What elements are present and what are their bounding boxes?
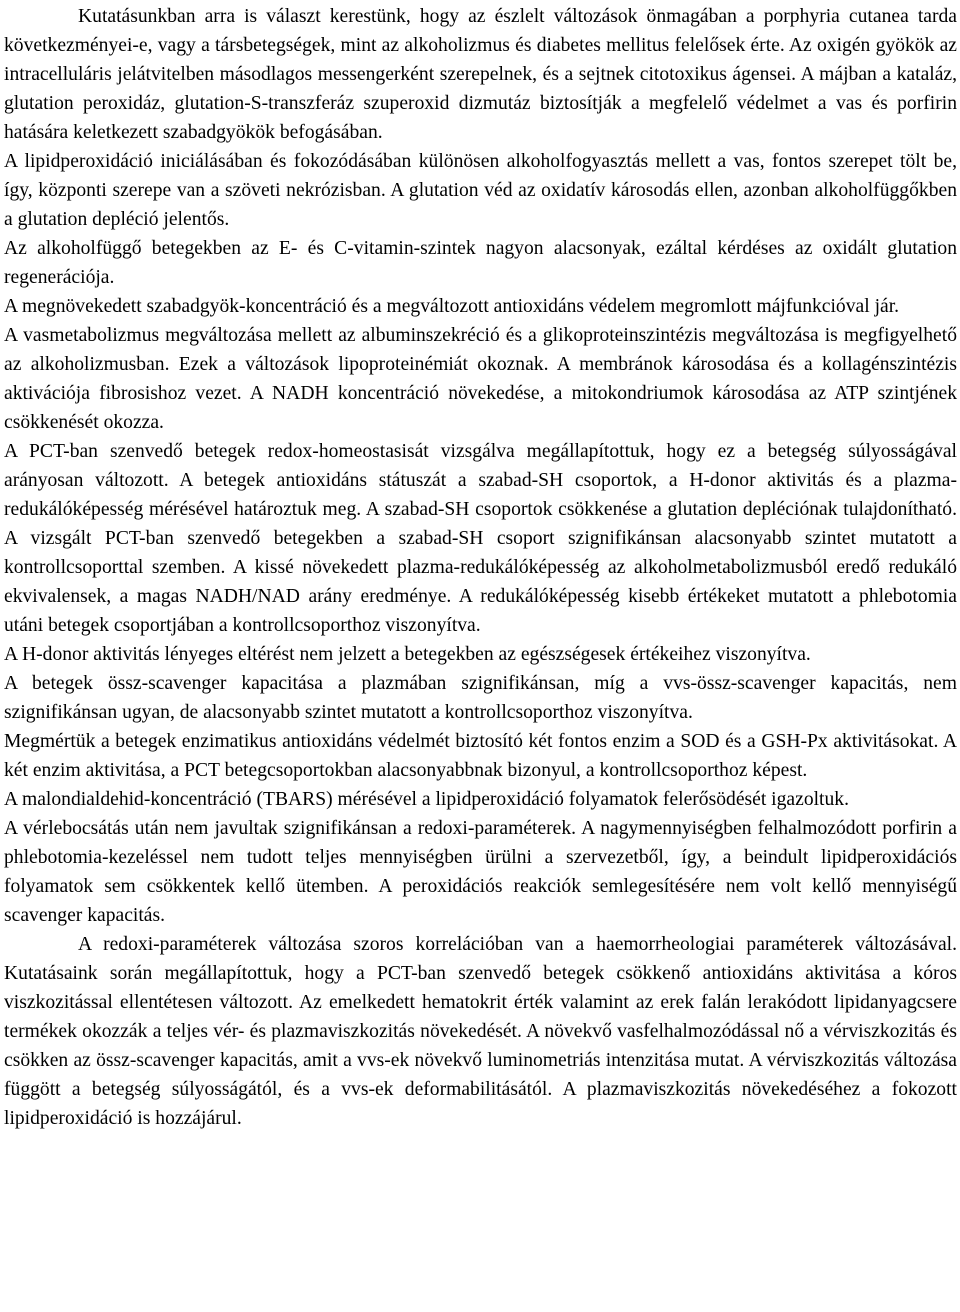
paragraph-intro: Kutatásunkban arra is választ kerestünk, hogy az észlelt változások önmagában a porphyria cutanea tarda következményei-e, vagy a társbetegségek, mint az alkoholizmus és diabetes mellitus felelősek érte. Az oxigén gyökök az intracelluláris jelátvitelben másodlagos messengerként szerepelnek, és a sejtnek citotoxikus ágensei. A májban a kataláz, glutation peroxidáz, glutation-S-transzferáz szuperoxid dizmutáz biztosítják a megfelelő védelmet a vas és porfirin hatására keletkezett szabadgyökök befogásában. (4, 6, 957, 143)
paragraph-iron-metabolism: A vasmetabolizmus megváltozása mellett az albuminszekréció és a glikoproteinszintézis megváltozása is megfigyelhető az alkoholizmusban. Ezek a változások lipoproteinémiát okoznak. A membránok károsodása és a kollagénszintézis aktivációja fibrosishoz vezet. A NADH koncentráció növekedése, a mitokondriumok károsodása az ATP szintjének csökkenését okozza. (4, 325, 957, 433)
paragraph-enzymes: Megmértük a betegek enzimatikus antioxidáns védelmét biztosító két fontos enzim a SOD és a GSH-Px aktivitásokat. A két enzim aktivitása, a PCT betegcsoportokban alacsonyabbnak bizonyul, a kontrollcsoporthoz képest. (4, 731, 957, 781)
paragraph-haemorrheology: A redoxi-paraméterek változása szoros korrelációban van a haemorrheologiai paraméterek változásával. Kutatásaink során megállapítottuk, hogy a PCT-ban szenvedő betegek csökkenő antioxidáns aktivitása a kóros viszkozitással ellentétesen változott. Az emelkedett hematokrit érték valamint az erek falán lerakódott lipidanyagcsere termékek okozzák a teljes vér- és plazmaviszkozitás növekedését. A növekvő vasfelhalmozódással nő a vérviszkozitás és csökken az össz-scavenger kapacitás, amit a vvs-ek növekvő luminometriás intenzitása mutat. A vérviszkozitás változása függött a betegség súlyosságától, és a vvs-ek deformabilitásától. A plazmaviszkozitás növekedéséhez a fokozott lipidperoxidáció is hozzájárul. (4, 934, 957, 1129)
paragraph-tbars: A malondialdehid-koncentráció (TBARS) mérésével a lipidperoxidáció folyamatok felerősödését igazoltuk. (4, 789, 849, 810)
paragraph-h-donor: A H-donor aktivitás lényeges eltérést nem jelzett a betegekben az egészségesek értékeihez viszonyítva. (4, 644, 811, 665)
paragraph-free-radicals: A megnövekedett szabadgyök-koncentráció és a megváltozott antioxidáns védelem megromlott májfunkcióval jár. (4, 296, 900, 317)
paragraph-phlebotomy: A vérlebocsátás után nem javultak szignifikánsan a redoxi-paraméterek. A nagymennyiségben felhalmozódott porfirin a phlebotomia-kezeléssel nem tudott teljes mennyiségben ürülni a szervezetből, így, a beindult lipidperoxidációs folyamatok sem csökkentek kellő ütemben. A peroxidációs reakciók semlegesítésére nem volt kellő mennyiségű scavenger kapacitás. (4, 818, 957, 926)
paragraph-vitamins: Az alkoholfüggő betegekben az E- és C-vitamin-szintek nagyon alacsonyak, ezáltal kérdéses az oxidált glutation regenerációja. (4, 238, 957, 288)
paragraph-lipidperoxidation: A lipidperoxidáció iniciálásában és fokozódásában különösen alkoholfogyasztás mellett a vas, fontos szerepet tölt be, így, központi szerepe van a szöveti nekrózisban. A glutation véd az oxidatív károsodás ellen, azonban alkoholfüggőkben a glutation depléció jelentős. (4, 151, 957, 230)
paragraph-redox-homeostasis: A PCT-ban szenvedő betegek redox-homeostasisát vizsgálva megállapítottuk, hogy ez a betegség súlyosságával arányosan változott. A betegek antioxidáns státuszát a szabad-SH csoportok, a H-donor aktivitás és a plazma-redukálóképesség mérésével határoztuk meg. A szabad-SH csoportok csökkenése a glutation depléciónak tulajdonítható. A vizsgált PCT-ban szenvedő betegekben a szabad-SH csoport szignifikánsan alacsonyabb szintet mutatott a kontrollcsoporttal szemben. A kissé növekedett plazma-redukálóképesség az alkoholmetabolizmusból eredő redukáló ekvivalensek, a magas NADH/NAD arány eredménye. A redukálóképesség kisebb értékeket mutatott a phlebotomia utáni betegek csoportjában a kontrollcsoporthoz viszonyítva. (4, 441, 957, 636)
paragraph-scavenger: A betegek össz-scavenger kapacitása a plazmában szignifikánsan, míg a vvs-össz-scavenger kapacitás, nem szignifikánsan ugyan, de alacsonyabb szintet mutatott a kontrollcsoporthoz viszonyítva. (4, 673, 957, 723)
